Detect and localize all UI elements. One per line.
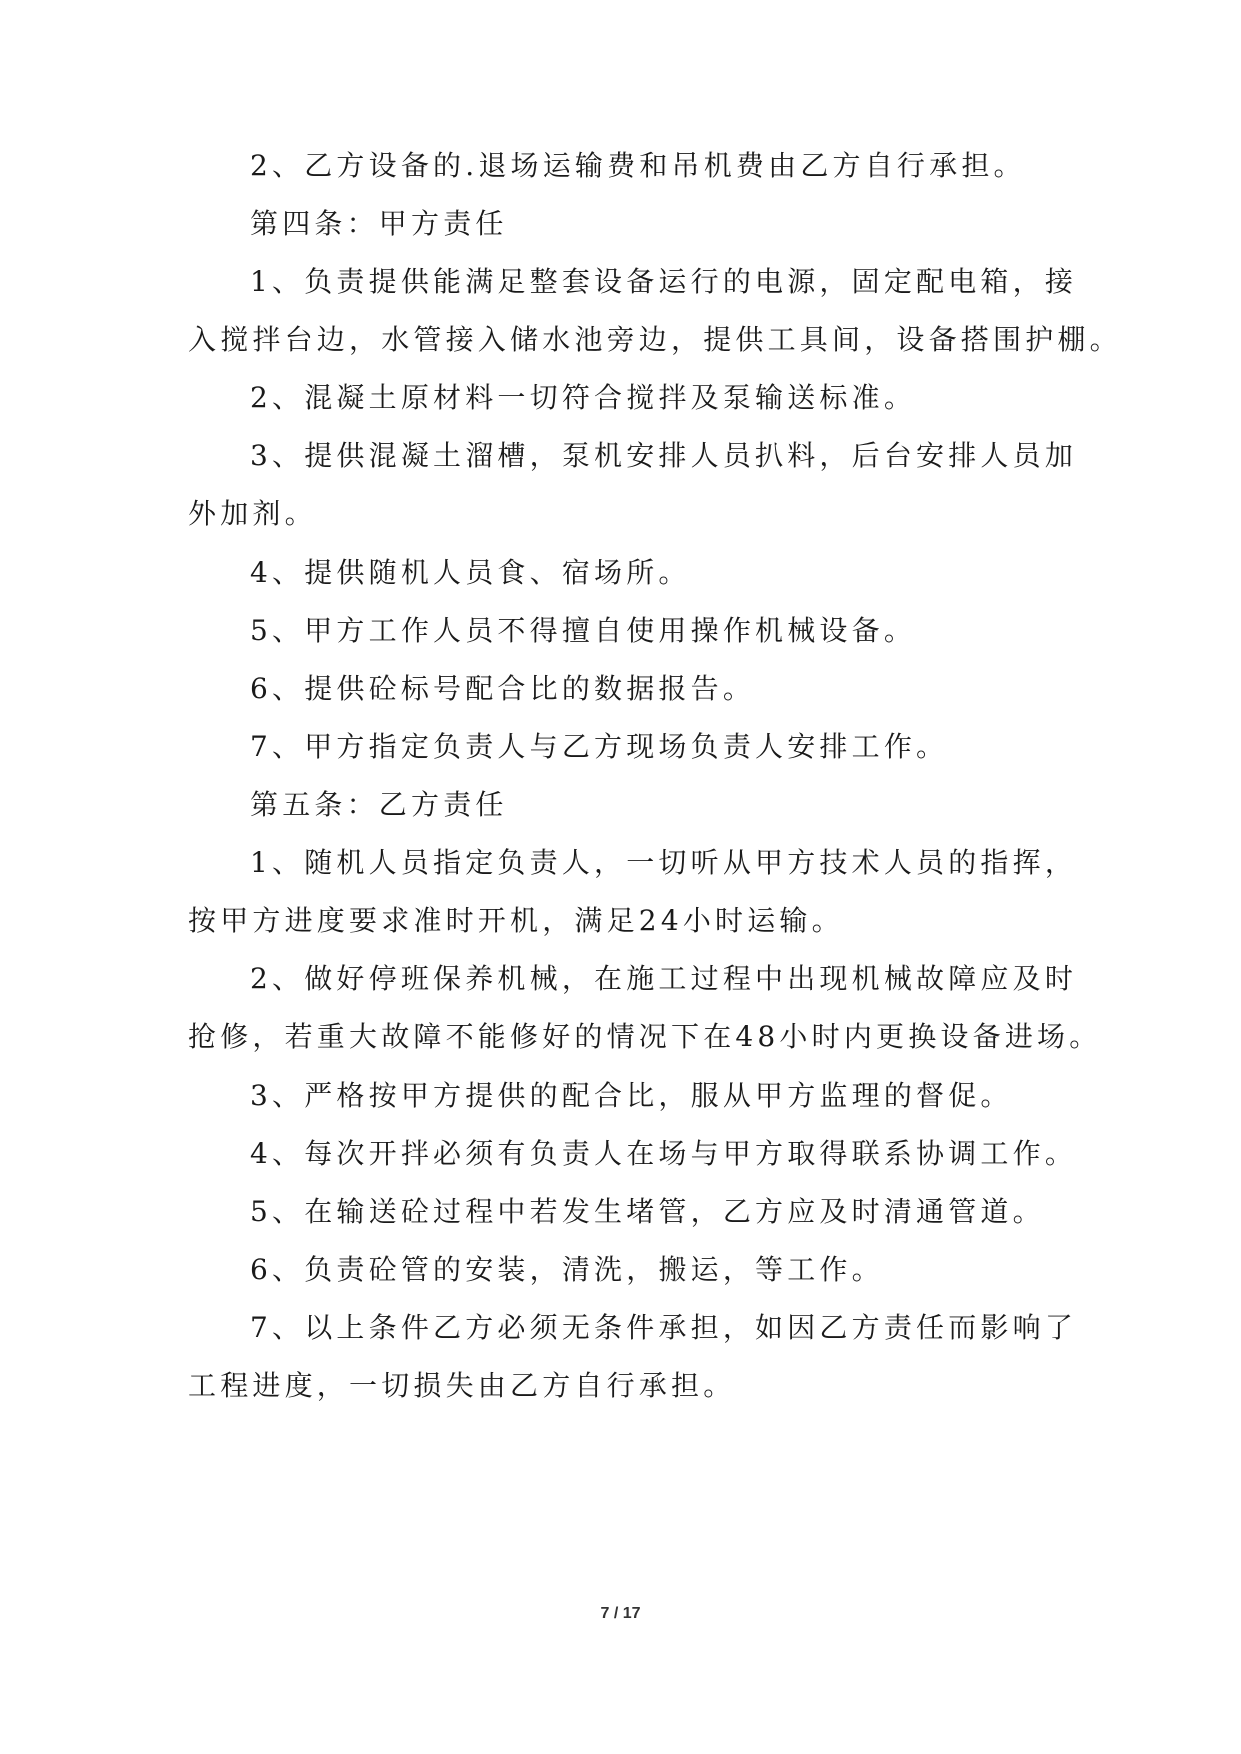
paragraph-line: 入搅拌台边，水管接入储水池旁边，提供工具间，设备搭围护棚。 xyxy=(188,323,1122,356)
paragraph-line: 5、甲方工作人员不得擅自使用操作机械设备。 xyxy=(250,614,917,647)
paragraph-line: 7、以上条件乙方必须无条件承担，如因乙方责任而影响了 xyxy=(250,1311,1078,1344)
paragraph-line: 按甲方进度要求准时开机，满足24小时运输。 xyxy=(188,904,844,937)
paragraph-line: 4、提供随机人员食、宿场所。 xyxy=(250,556,691,589)
paragraph-line: 外加剂。 xyxy=(188,497,317,530)
paragraph-line: 7、甲方指定负责人与乙方现场负责人安排工作。 xyxy=(250,730,949,763)
paragraph-line: 工程进度，一切损失由乙方自行承担。 xyxy=(188,1369,736,1402)
page-number: 7 / 17 xyxy=(600,1605,641,1622)
paragraph-line: 抢修，若重大故障不能修好的情况下在48小时内更换设备进场。 xyxy=(188,1020,1102,1053)
paragraph-line: 2、混凝土原材料一切符合搅拌及泵输送标准。 xyxy=(250,381,917,414)
paragraph-line: 6、负责砼管的安装，清洗，搬运，等工作。 xyxy=(250,1253,884,1286)
paragraph-line: 3、严格按甲方提供的配合比，服从甲方监理的督促。 xyxy=(250,1079,1013,1112)
section-heading: 第五条：乙方责任 xyxy=(250,788,508,821)
paragraph-line: 3、提供混凝土溜槽，泵机安排人员扒料，后台安排人员加 xyxy=(250,439,1078,472)
paragraph-line: 6、提供砼标号配合比的数据报告。 xyxy=(250,672,756,705)
paragraph-line: 5、在输送砼过程中若发生堵管，乙方应及时清通管道。 xyxy=(250,1195,1045,1228)
paragraph-line: 2、乙方设备的.退场运输费和吊机费由乙方自行承担。 xyxy=(250,149,1026,182)
paragraph-line: 2、做好停班保养机械，在施工过程中出现机械故障应及时 xyxy=(250,962,1078,995)
paragraph-line: 4、每次开拌必须有负责人在场与甲方取得联系协调工作。 xyxy=(250,1137,1078,1170)
paragraph-line: 1、负责提供能满足整套设备运行的电源，固定配电箱，接 xyxy=(250,265,1078,298)
paragraph-line: 1、随机人员指定负责人，一切听从甲方技术人员的指挥， xyxy=(250,846,1078,879)
section-heading: 第四条：甲方责任 xyxy=(250,207,508,240)
